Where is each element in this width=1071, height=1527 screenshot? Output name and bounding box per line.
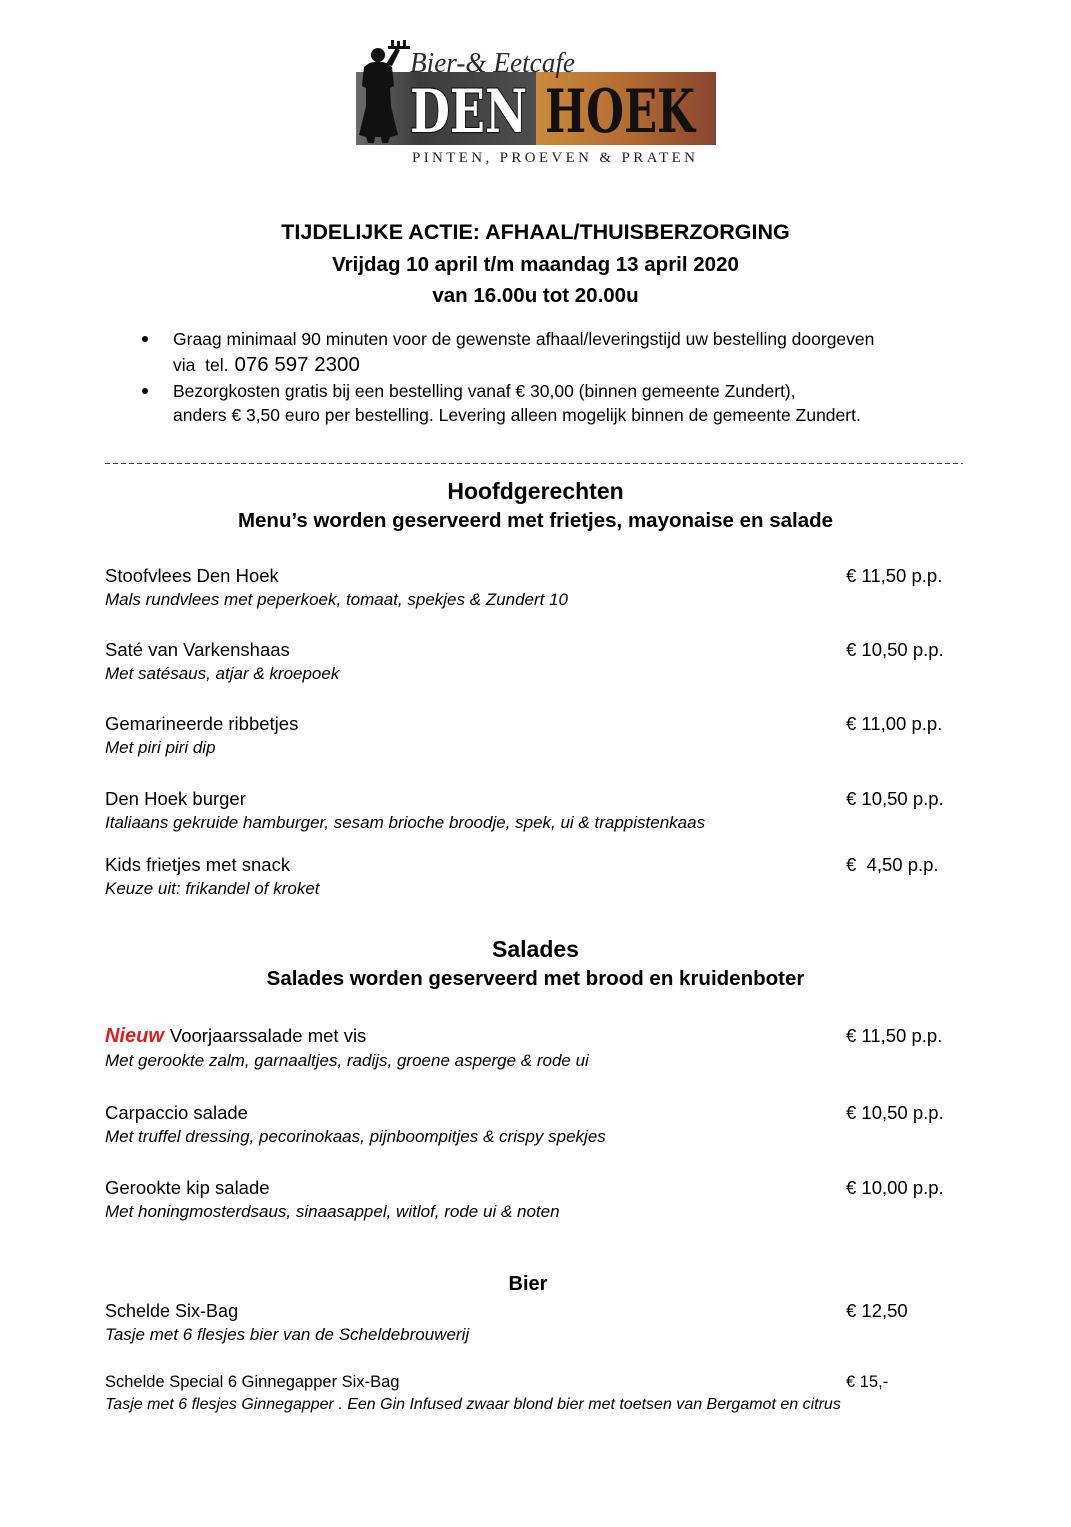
menu-item <box>0 1023 1071 1075</box>
item-price: € 10,50 p.p. <box>846 1102 944 1123</box>
menu-item <box>0 786 1071 838</box>
item-price: € 10,00 p.p. <box>846 1177 944 1198</box>
item-description: Italiaans gekruide hamburger, sesam brioche broodje, spek, ui & trappistenkaas <box>105 813 706 832</box>
section-title-main-courses: Hoofdgerechten <box>447 478 624 504</box>
promo-title: TIJDELIJKE ACTIE: AFHAAL/THUISBERZORGING <box>281 220 790 244</box>
item-price: € 10,50 p.p. <box>846 788 944 809</box>
menu-item <box>0 637 1071 689</box>
item-price: € 4,50 p.p. <box>846 854 939 875</box>
section-subtitle-salads: Salades worden geserveerd met brood en kruidenboter <box>266 967 805 990</box>
item-name: Carpaccio salade <box>105 1102 248 1123</box>
promo-dates: Vrijdag 10 april t/m maandag 13 april 2020 <box>332 253 739 276</box>
item-price: € 15,- <box>846 1373 889 1391</box>
logo <box>356 40 718 170</box>
menu-item <box>0 1370 1071 1422</box>
item-name: Saté van Varkenshaas <box>105 639 290 660</box>
item-description: Tasje met 6 flesjes Ginnegapper . Een Gin Infused zwaar blond bier met toetsen van Bergamot en citrus <box>105 1396 841 1413</box>
menu-item <box>0 1298 1071 1350</box>
menu-item <box>0 852 1071 904</box>
menu-item <box>0 711 1071 763</box>
item-description: Met satésaus, atjar & kroepoek <box>105 664 340 683</box>
item-price: € 11,00 p.p. <box>846 713 943 734</box>
item-name: Den Hoek burger <box>105 788 246 809</box>
menu-item <box>0 1175 1071 1227</box>
menu-item <box>0 563 1071 615</box>
logo-tagline: PINTEN, PROEVEN & PRATEN <box>412 150 695 166</box>
item-name: Schelde Special 6 Ginnegapper Six-Bag <box>105 1373 400 1391</box>
item-name: Gemarineerde ribbetjes <box>105 713 299 734</box>
bullet-icon <box>142 336 148 342</box>
item-name-text: Voorjaarssalade met vis <box>169 1025 367 1046</box>
info-delivery-costs: Bezorgkosten gratis bij een bestelling vanaf € 30,00 (binnen gemeente Zundert), <box>173 381 796 401</box>
item-price: € 11,50 p.p. <box>846 565 943 586</box>
item-description: Met piri piri dip <box>105 738 216 757</box>
bullet-icon <box>142 388 148 394</box>
item-name: Kids frietjes met snack <box>105 854 291 875</box>
item-description: Met truffel dressing, pecorinokaas, pijnboompitjes & crispy spekjes <box>105 1127 606 1146</box>
item-name: Stoofvlees Den Hoek <box>105 565 279 586</box>
logo-graphic <box>356 40 718 170</box>
item-price: € 11,50 p.p. <box>846 1025 943 1046</box>
logo-script-text: Bier-& Eetcafe <box>410 48 575 79</box>
item-description: Met honingmosterdsaus, sinaasappel, witlof, rode ui & noten <box>105 1202 560 1221</box>
info-delivery-area: anders € 3,50 euro per bestelling. Levering alleen mogelijk binnen de gemeente Zundert. <box>173 405 861 425</box>
item-name <box>105 1023 366 1049</box>
menu-item <box>0 1100 1071 1152</box>
item-name: Gerookte kip salade <box>105 1177 270 1198</box>
item-name: Schelde Six-Bag <box>105 1301 239 1321</box>
item-description: Mals rundvlees met peperkoek, tomaat, spekjes & Zundert 10 <box>105 590 569 609</box>
section-title-salads: Salades <box>492 936 579 962</box>
phone-number: 076 597 2300 <box>234 353 360 376</box>
item-description: Met gerookte zalm, garnaaltjes, radijs, groene asperge & rode ui <box>105 1051 589 1070</box>
section-subtitle-main-courses: Menu’s worden geserveerd met frietjes, mayonaise en salade <box>237 509 834 532</box>
info-phone-line <box>173 353 360 377</box>
promo-hours: van 16.00u tot 20.00u <box>432 284 639 307</box>
section-title-beer: Bier <box>508 1273 548 1295</box>
new-label: Nieuw <box>105 1025 164 1047</box>
logo-name-hoek: HOEK <box>545 77 697 147</box>
divider <box>105 463 963 464</box>
logo-name-den: DEN <box>410 77 527 147</box>
item-description: Keuze uit: frikandel of kroket <box>105 879 320 898</box>
item-price: € 10,50 p.p. <box>846 639 944 660</box>
item-description: Tasje met 6 flesjes bier van de Scheldebrouwerij <box>105 1325 470 1344</box>
item-price: € 12,50 <box>846 1300 908 1321</box>
info-order-notice: Graag minimaal 90 minuten voor de gewenste afhaal/leveringstijd uw bestelling doorgeven <box>173 329 875 349</box>
phone-prefix: via tel. <box>173 355 229 375</box>
